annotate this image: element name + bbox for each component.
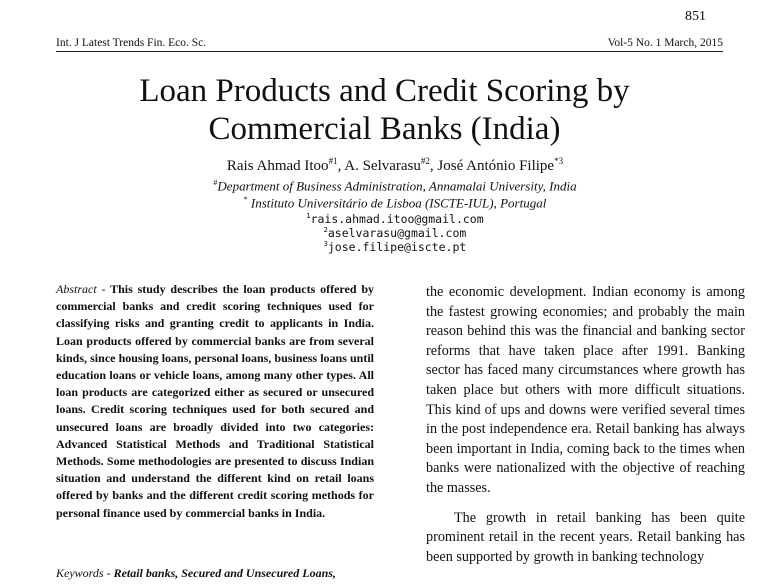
keywords-label: Keywords - (56, 566, 111, 580)
paper-title (0, 72, 769, 148)
author-name: A. Selvarasu (344, 158, 421, 174)
body-column (426, 283, 745, 567)
author-name: José António Filipe (437, 158, 555, 174)
email-text: jose.filipe@iscte.pt (327, 240, 467, 254)
keywords-text: Retail banks, Secured and Unsecured Loans, (113, 566, 336, 580)
abstract-text: This study describes the loan products offered by commercial banks and credit scoring techniques used for classifying risks and granting credit to applicants in India. Loan products offered by commercial banks are from several kinds, since housing loans, personal loans, business loans until education loans or vehicle loans, among many other types. All loan products are categorized either as secured or unsecured loans. Credit scoring techniques used for both secured and unsecured loans are broadly divided into two categories: Advanced Statistical Methods and Traditional Statistical Methods. Some methodologies are presented to discuss Indian situation and understand the different kind on retail loans offered by banks and the different credit scoring methods for personal finance used by commercial banks in India. (56, 282, 374, 520)
page-number: 851 (685, 9, 706, 24)
title-line-2: Commercial Banks (India) (208, 111, 561, 147)
author-email[interactable] (0, 240, 769, 254)
email-text: aselvarasu@gmail.com (327, 226, 467, 240)
email-mark: 2 (323, 226, 328, 235)
email-mark: 1 (306, 212, 311, 221)
author-mark: *3 (554, 156, 564, 166)
abstract (56, 281, 374, 522)
author-mark: #2 (420, 156, 430, 166)
journal-name: Int. J Latest Trends Fin. Eco. Sc. (56, 37, 207, 49)
author-email[interactable] (0, 226, 769, 240)
author-list: Rais Ahmad Itoo$^{\#1}$, A. Selvarasu$^{\#2}$, José António Filipe$^{*3}$ (226, 156, 564, 174)
author-mark: #1 (328, 156, 338, 166)
email-text: rais.ahmad.itoo@gmail.com (310, 212, 484, 226)
affiliation-mark: * (243, 195, 248, 204)
title-line-1: Loan Products and Credit Scoring by (139, 73, 630, 109)
body-paragraph: the economic development. Indian economy is among the fastest growing economies; and probably the main reason behind this was the financial and banking sector reforms that have taken place after 1991. Banking sector has faced many circumstances where growth has taken place but others with more difficult situations. This kind of ups and downs were verified several times in the post independence era. Retail banking has always been important in India, coming back to the times when banks were nationalized with the objective of reaching the masses. (426, 284, 745, 496)
body-paragraph: The growth in retail banking has been quite prominent retail in the recent years. Retail banking has been supported by growth in banking technology (426, 509, 745, 565)
affiliation (0, 178, 769, 194)
volume-issue: Vol-5 No. 1 March, 2015 (607, 37, 723, 49)
affiliation-text: Department of Business Administration, Annamalai University, India (217, 178, 577, 194)
affiliation-mark: # (213, 178, 218, 187)
running-head (56, 37, 723, 52)
email-mark: 3 (323, 240, 328, 249)
author-email[interactable] (0, 212, 769, 226)
keywords (56, 566, 374, 581)
abstract-lead: Abstract - (56, 282, 106, 296)
author-name: Rais Ahmad Itoo (226, 158, 329, 174)
affiliation (0, 195, 769, 211)
affiliation-text: Instituto Universitário de Lisboa (ISCTE-IUL), Portugal (250, 195, 547, 211)
